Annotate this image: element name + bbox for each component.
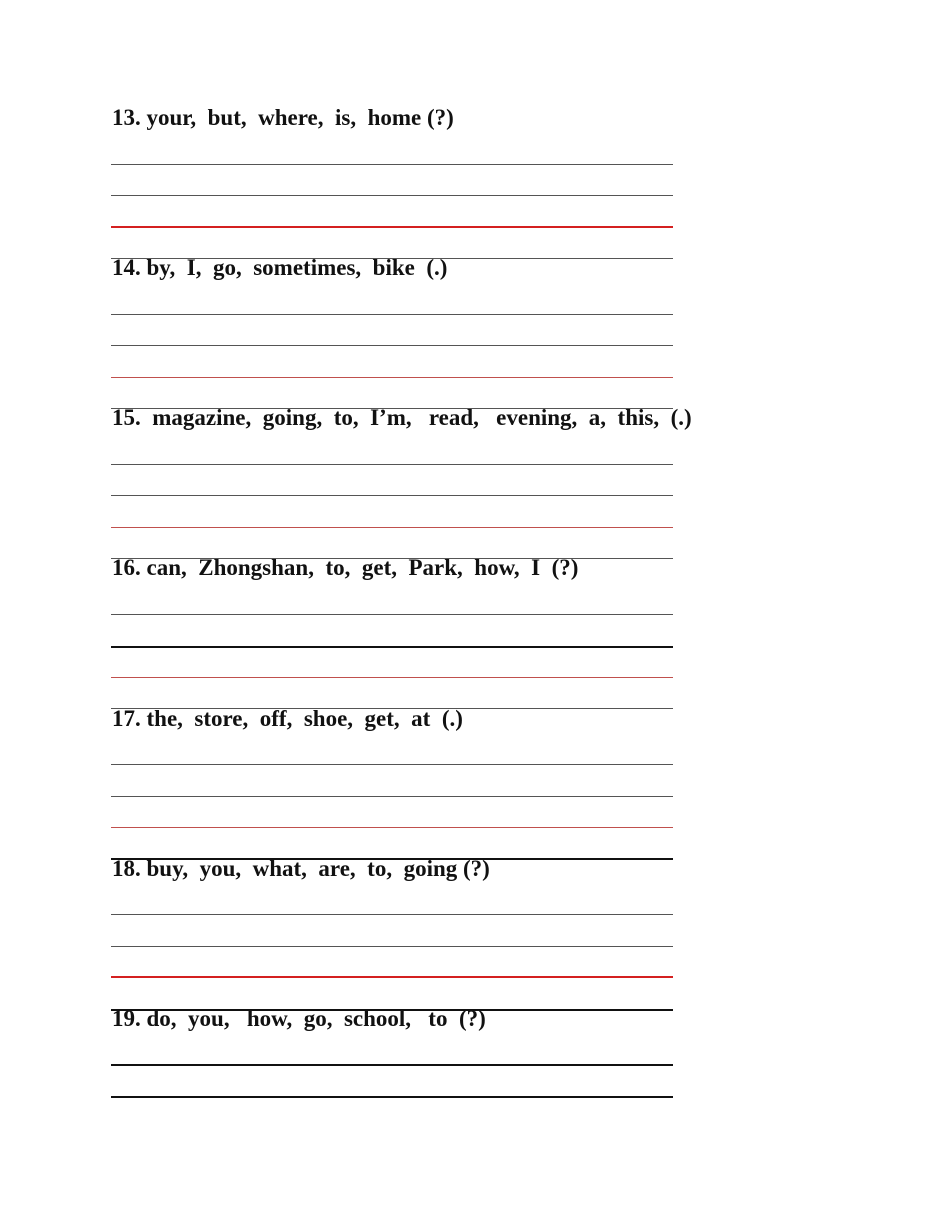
answer-line [111,195,673,196]
answer-line [111,946,673,947]
answer-line [111,1064,673,1066]
question-16-prompt: 16. can, Zhongshan, to, get, Park, how, I (?) [112,555,579,580]
question-17-prompt: 17. the, store, off, shoe, get, at (.) [112,706,463,731]
question-18-prompt: 18. buy, you, what, are, to, going (?) [112,856,490,881]
red-guide-line [111,827,673,828]
answer-line [111,1096,673,1098]
answer-line [111,764,673,765]
red-guide-line [111,377,673,378]
answer-line [111,464,673,465]
red-guide-line [111,527,673,528]
answer-line [111,345,673,346]
answer-line [111,914,673,915]
answer-line [111,164,673,165]
red-guide-line [111,976,673,978]
answer-line [111,614,673,615]
answer-line [111,495,673,496]
question-14-prompt: 14. by, I, go, sometimes, bike (.) [112,255,448,280]
answer-line [111,646,673,648]
question-15-prompt: 15. magazine, going, to, I’m, read, evening, a, this, (.) [112,405,692,430]
question-13-prompt: 13. your, but, where, is, home (?) [112,105,454,130]
red-guide-line [111,226,673,228]
red-guide-line [111,677,673,678]
question-19-prompt: 19. do, you, how, go, school, to (?) [112,1006,486,1031]
answer-line [111,314,673,315]
answer-line [111,796,673,797]
